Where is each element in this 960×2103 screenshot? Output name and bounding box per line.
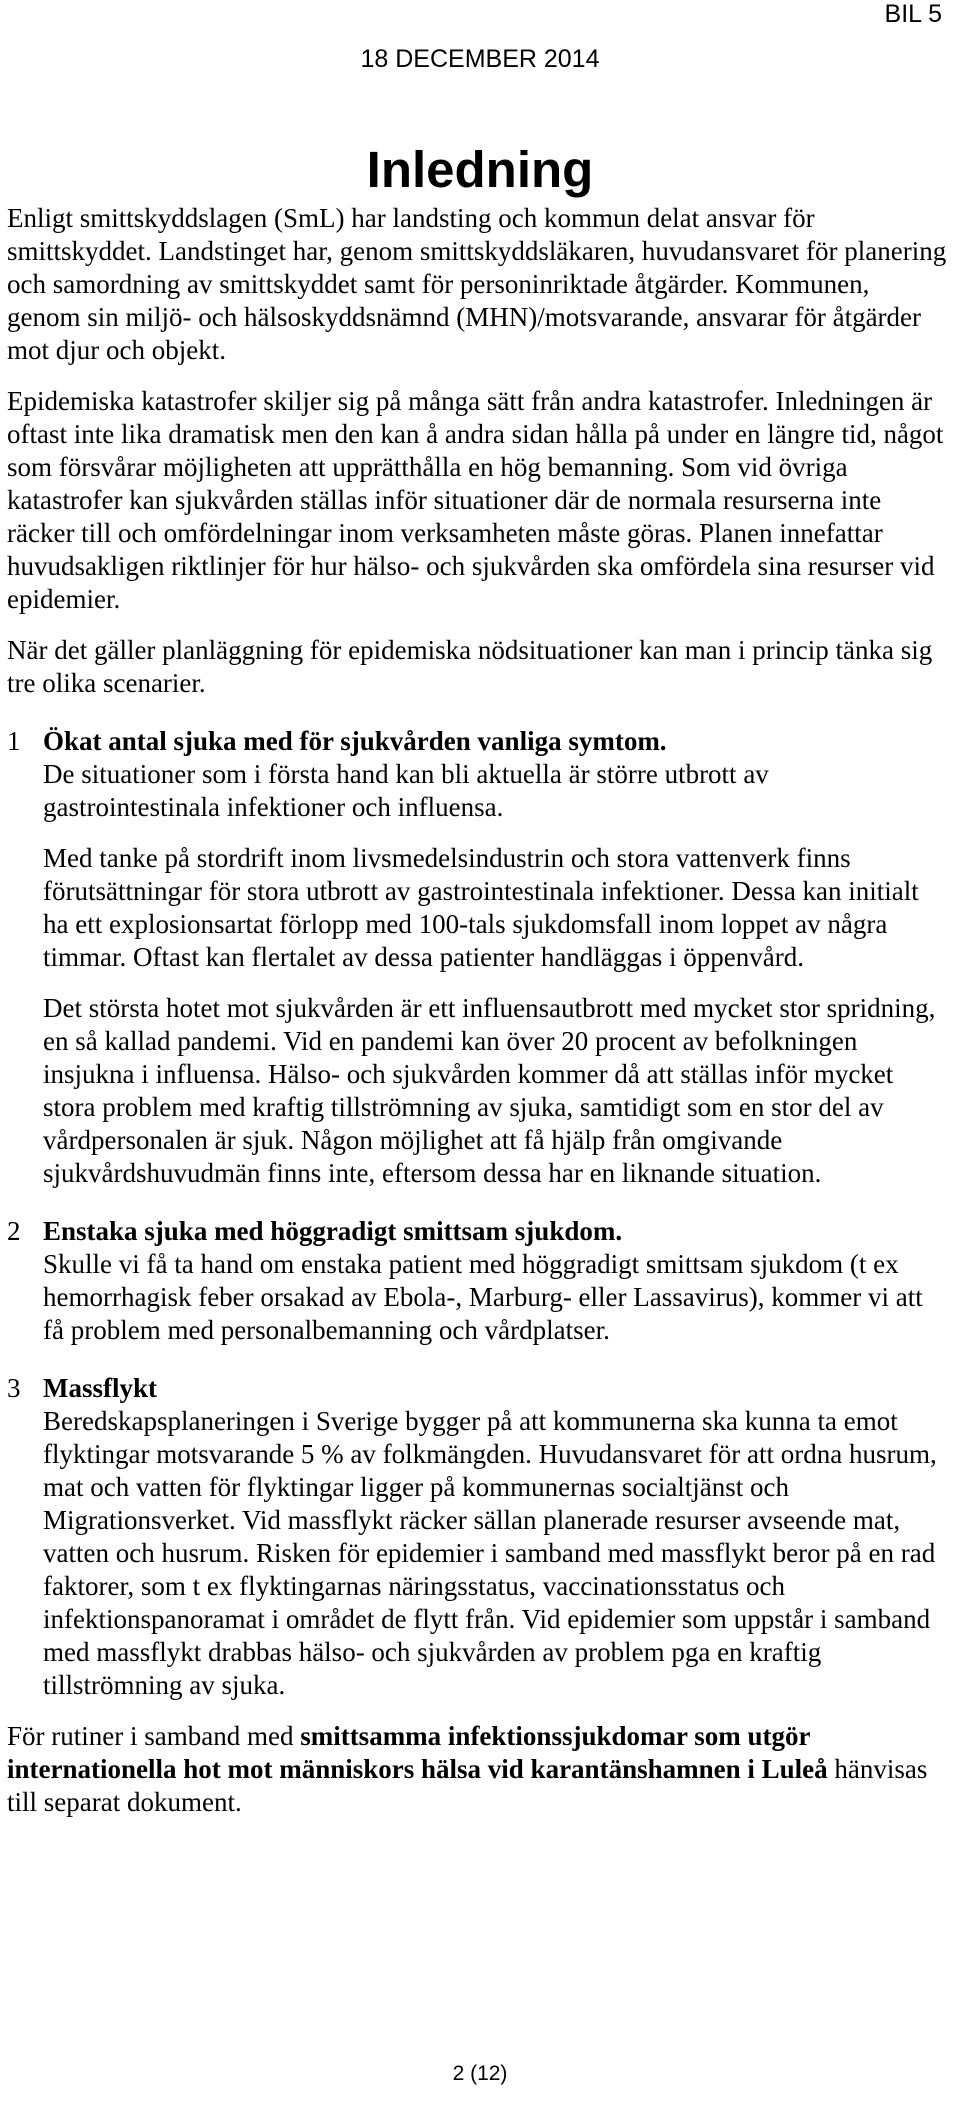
intro-paragraph-1: Enligt smittskyddslagen (SmL) har landsting och kommun delat ansvar för smittskyddet. Landstinget har, genom smittskyddsläkaren, huvudansvaret för planering och samordning av smittskyddet samt för personinriktade åtgärder. Kommunen, genom sin miljö- och hälsoskyddsnämnd (MHN)/motsvarande, ansvarar för åtgärder mot djur och objekt. xyxy=(7,203,947,365)
intro-paragraph-3: När det gäller planläggning för epidemiska nödsituationer kan man i princip tänka sig tre olika scenarier. xyxy=(7,635,933,698)
closing-paragraph xyxy=(7,1720,947,1819)
scenario-heading: Massflykt xyxy=(43,1373,157,1403)
scenario-number: 1 xyxy=(7,726,21,756)
closing-prefix: För rutiner i samband med xyxy=(7,1721,301,1751)
closing-suffix: hänvisas till separat dokument. xyxy=(7,1754,928,1817)
page-number: 2 (12) xyxy=(452,2062,508,2085)
scenario-heading: Enstaka sjuka med höggradigt smittsam sjukdom. xyxy=(43,1216,623,1246)
document-date: 18 DECEMBER 2014 xyxy=(360,45,600,73)
scenario-2 xyxy=(7,1215,947,1347)
scenario-heading: Ökat antal sjuka med för sjukvården vanliga symtom. xyxy=(43,726,667,756)
scenario-paragraph: Beredskapsplaneringen i Sverige bygger på att kommunerna ska kunna ta emot flyktingar motsvarande 5 % av folkmängden. Huvudansvaret för att ordna husrum, mat och vatten för flyktingar ligger på kommunernas socialtjänst och Migrationsverket. Vid massflykt räcker sällan planerade resurser avseende mat, vatten och husrum. Risken för epidemier i samband med massflykt beror på en rad faktorer, som t ex flyktingarnas näringsstatus, vaccinationsstatus och infektionspanoramat i området de flytt från. Vid epidemier som uppstår i samband med massflykt drabbas hälso- och sjukvården av problem pga en kraftig tillströmning av sjuka. xyxy=(43,1406,937,1700)
document-body xyxy=(7,202,947,1819)
scenario-paragraph: Skulle vi få ta hand om enstaka patient med höggradigt smittsam sjukdom (t ex hemorrhagisk feber orsakad av Ebola-, Marburg- eller Lassavirus), kommer vi att få problem med personalbemanning och vårdplatser. xyxy=(43,1249,923,1345)
appendix-label: BIL 5 xyxy=(884,0,942,28)
closing-emphasis: smittsamma infektionssjukdomar som utgör internationella hot mot människors hälsa vid karantänshamnen i Luleå xyxy=(7,1721,828,1784)
scenario-number: 3 xyxy=(7,1373,21,1403)
scenario-paragraph: De situationer som i första hand kan bli aktuella är större utbrott av gastrointestinala infektioner och influensa. xyxy=(43,759,769,822)
scenario-3 xyxy=(7,1372,947,1702)
scenario-paragraph: Det största hotet mot sjukvården är ett influensautbrott med mycket stor spridning, en så kallad pandemi. Vid en pandemi kan över 20 procent av befolkningen insjukna i influensa. Hälso- och sjukvården kommer då att ställas inför mycket stora problem med kraftig tillströmning av sjuka, samtidigt som en stor del av vårdpersonalen är sjuk. Någon möjlighet att få hjälp från omgivande sjukvårdshuvudmän finns inte, eftersom dessa har en liknande situation. xyxy=(43,993,936,1188)
scenario-number: 2 xyxy=(7,1216,21,1246)
scenario-paragraph: Med tanke på stordrift inom livsmedelsindustrin och stora vattenverk finns förutsättningar för stora utbrott av gastrointestinala infektioner. Dessa kan initialt ha ett explosionsartat förlopp med 100-tals sjukdomsfall inom loppet av några timmar. Oftast kan flertalet av dessa patienter handläggas i öppenvård. xyxy=(43,843,919,972)
scenario-1 xyxy=(7,725,947,1190)
intro-paragraph-2: Epidemiska katastrofer skiljer sig på många sätt från andra katastrofer. Inledningen är oftast inte lika dramatisk men den kan å andra sidan hålla på under en längre tid, något som försvårar möjligheten att upprätthålla en hög bemanning. Som vid övriga katastrofer kan sjukvården ställas inför situationer där de normala resurserna inte räcker till och omfördelningar inom verksamheten måste göras. Planen innefattar huvudsakligen riktlinjer för hur hälso- och sjukvården ska omfördela sina resurser vid epidemier. xyxy=(7,386,944,614)
page-title: Inledning xyxy=(366,141,594,198)
